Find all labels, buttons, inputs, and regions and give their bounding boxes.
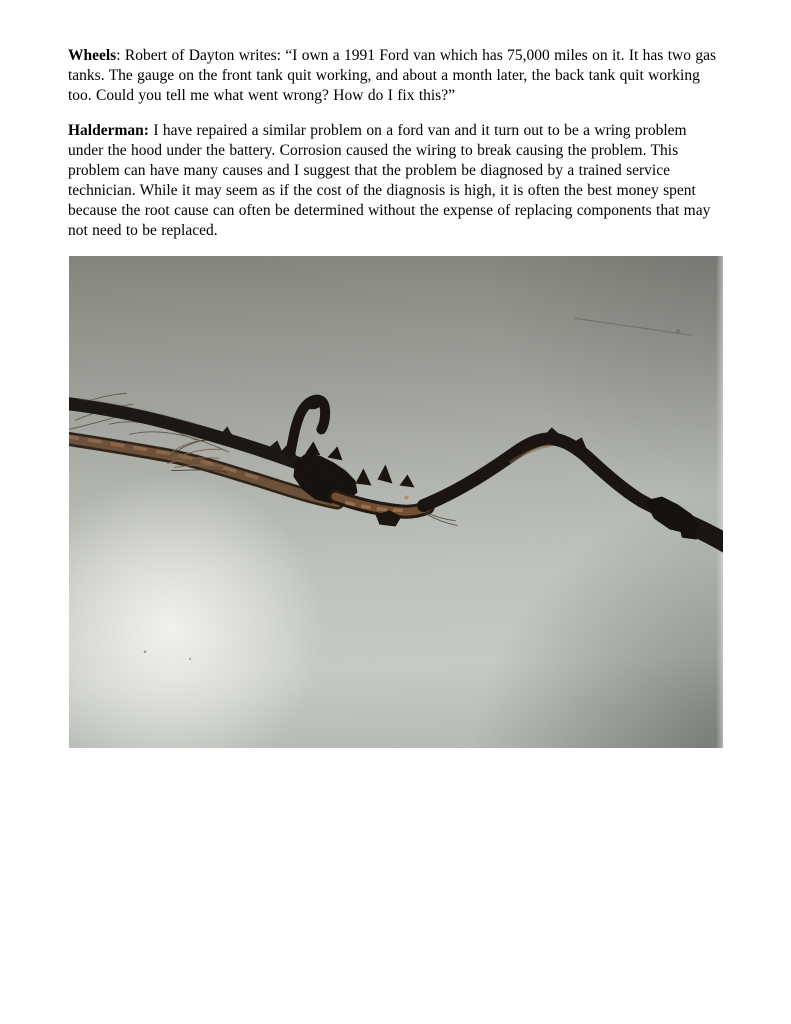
corroded-wire-figure	[69, 256, 723, 748]
wire-illustration	[69, 256, 723, 748]
paragraph-halderman-text: I have repaired a similar problem on a ford van and it turn out to be a wring problem under the hood under the battery. Corrosion caused the wiring to break causing the problem. This problem can have many causes and I suggest that the problem be diagnosed by a trained service technician. While it may seem as if the cost of the diagnosis is high, it is often the best money spent because the root cause can often be determined without the expense of replacing components that may not need to be replaced.	[68, 122, 711, 239]
paragraph-wheels-text: : Robert of Dayton writes: “I own a 1991 Ford van which has 75,000 miles on it. It has two gas tanks. The gauge on the front tank quit working, and about a month later, the back tank quit working too. Could you tell me what went wrong? How do I fix this?”	[68, 47, 716, 104]
corroded-wire-photo	[69, 256, 723, 748]
article	[68, 46, 725, 748]
speaker-label-halderman: Halderman:	[68, 122, 149, 139]
paragraph-wheels	[68, 46, 725, 106]
paragraph-halderman	[68, 121, 725, 241]
photo-grain	[69, 256, 723, 748]
speaker-label-wheels: Wheels	[68, 47, 117, 64]
